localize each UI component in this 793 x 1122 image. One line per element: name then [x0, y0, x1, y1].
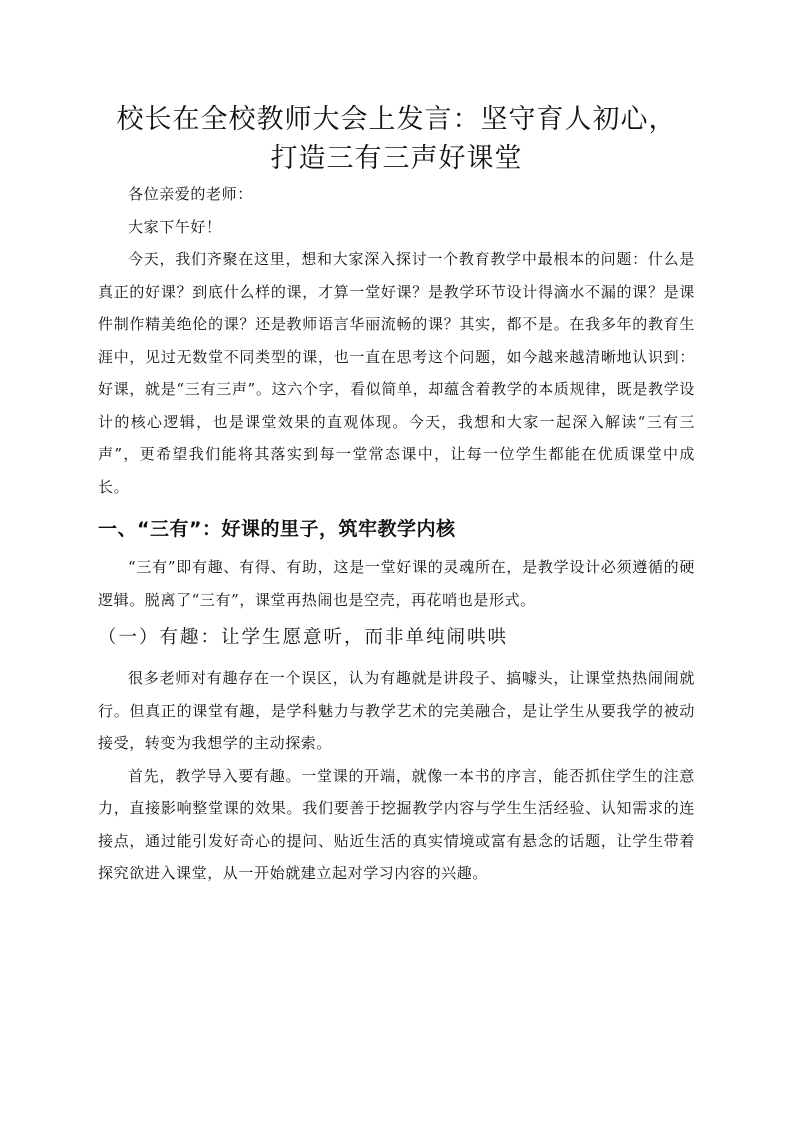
- subsection-1-paragraph-2: 首先，教学导入要有趣。一堂课的开端，就像一本书的序言，能否抓住学生的注意力，直接影响整堂课的效果。我们要善于挖掘教学内容与学生生活经验、认知需求的连接点，通过能引发好奇心的提问、贴近生活的真实情境或富有悬念的话题，让学生带着探究欲进入课堂，从一开始就建立起对学习内容的兴趣。: [98, 766, 695, 882]
- greeting: 大家下午好！: [128, 217, 222, 236]
- intro-paragraph: 今天，我们齐聚在这里，想和大家深入探讨一个教育教学中最根本的问题：什么是真正的好课？到底什么样的课，才算一堂好课？是教学环节设计得滴水不漏的课？是课件制作精美绝伦的课？还是教师语言华丽流畅的课？其实，都不是。在我多年的教育生涯中，见过无数堂不同类型的课，也一直在思考这个问题，如今越来越清晰地认识到：好课，就是“三有三声”。这六个字，看似简单，却蕴含着教学的本质规律，既是教学设计的核心逻辑，也是课堂效果的直观体现。今天，我想和大家一起深入解读“三有三声”，更希望我们能将其落实到每一堂常态课中，让每一位学生都能在优质课堂中成长。: [98, 250, 695, 496]
- section-1-paragraph: “三有”即有趣、有得、有助，这是一堂好课的灵魂所在，是教学设计必须遵循的硬逻辑。脱离了“三有”，课堂再热闹也是空壳，再花哨也是形式。: [98, 558, 695, 609]
- salutation: 各位亲爱的老师：: [128, 185, 253, 203]
- subsection-1-paragraph-1: 很多老师对有趣存在一个误区，认为有趣就是讲段子、搞噱头，让课堂热热闹闹就行。但真正的课堂有趣，是学科魅力与教学艺术的完美融合，是让学生从要我学的被动接受，转变为我想学的主动探索。: [98, 669, 695, 752]
- section-1-heading: 一、“三有”：好课的里子，筑牢教学内核: [98, 518, 456, 540]
- document-title: 校长在全校教师大会上发言：坚守育人初心，打造三有三声好课堂: [116, 104, 677, 174]
- subsection-1-heading: （一）有趣：让学生愿意听，而非单纯闹哄哄: [98, 627, 509, 648]
